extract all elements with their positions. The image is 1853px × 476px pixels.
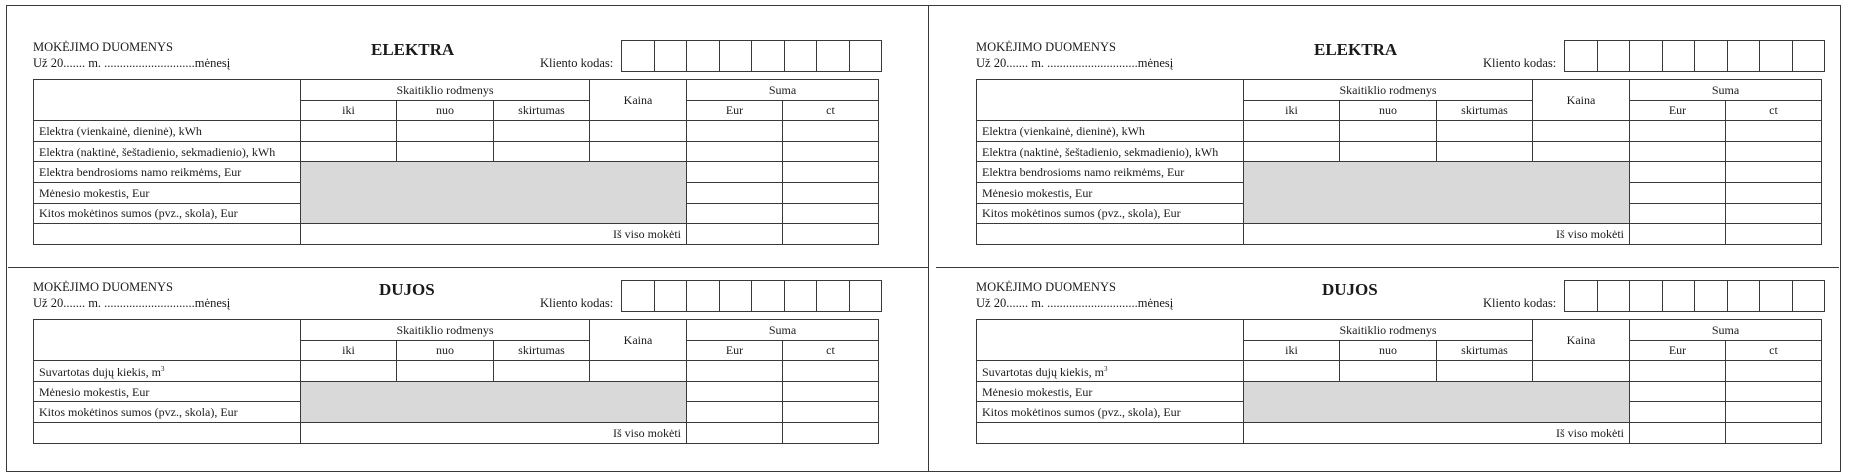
client-code-box[interactable] bbox=[1598, 40, 1631, 72]
client-code-box[interactable] bbox=[850, 40, 883, 72]
client-code-box[interactable] bbox=[752, 40, 785, 72]
input-cell[interactable] bbox=[494, 141, 590, 162]
input-cell[interactable] bbox=[783, 422, 879, 443]
input-cell[interactable] bbox=[1726, 203, 1822, 224]
period-line: Už 20....... m. .............................mėnesį bbox=[33, 296, 231, 310]
total-label: Iš viso mokėti bbox=[1244, 224, 1630, 245]
shaded-block bbox=[1244, 381, 1630, 422]
input-cell[interactable] bbox=[1726, 121, 1822, 142]
section-title: ELEKTRA bbox=[371, 40, 455, 59]
client-code-box[interactable] bbox=[1663, 40, 1696, 72]
input-cell[interactable] bbox=[1726, 381, 1822, 402]
total-row-empty bbox=[34, 224, 301, 245]
sum-header: Suma bbox=[687, 320, 879, 341]
input-cell[interactable] bbox=[1726, 422, 1822, 443]
input-cell[interactable] bbox=[1533, 361, 1630, 382]
client-code-boxes bbox=[1564, 280, 1825, 312]
client-code-box[interactable] bbox=[1760, 280, 1793, 312]
col-difference-header: skirtumas bbox=[1437, 100, 1533, 121]
input-cell[interactable] bbox=[1340, 141, 1437, 162]
client-code-box[interactable] bbox=[1695, 40, 1728, 72]
client-code-box[interactable] bbox=[785, 40, 818, 72]
input-cell[interactable] bbox=[1630, 361, 1726, 382]
col-eur-header: Eur bbox=[687, 340, 783, 361]
row-label: Kitos mokėtinos sumos (pvz., skola), Eur bbox=[977, 402, 1244, 423]
meter-readings-header: Skaitiklio rodmenys bbox=[301, 80, 590, 101]
client-code-label: Kliento kodas: bbox=[1483, 296, 1557, 310]
col-difference-header: skirtumas bbox=[1437, 340, 1533, 361]
input-cell[interactable] bbox=[783, 121, 879, 142]
row-label: Elektra (vienkainė, dieninė), kWh bbox=[977, 121, 1244, 142]
client-code-label: Kliento kodas: bbox=[1483, 56, 1557, 70]
input-cell[interactable] bbox=[1630, 402, 1726, 423]
row-label: Elektra bendrosioms namo reikmėms, Eur bbox=[977, 162, 1244, 183]
input-cell[interactable] bbox=[783, 224, 879, 245]
client-code-box[interactable] bbox=[1793, 280, 1826, 312]
payment-data-label: MOKĖJIMO DUOMENYS bbox=[33, 280, 173, 294]
input-cell[interactable] bbox=[1726, 141, 1822, 162]
section-title: DUJOS bbox=[1322, 280, 1378, 299]
section-title: ELEKTRA bbox=[1314, 40, 1398, 59]
col-to-header: iki bbox=[1244, 340, 1340, 361]
input-cell[interactable] bbox=[1533, 141, 1630, 162]
elektra-table bbox=[976, 79, 1822, 245]
client-code-box[interactable] bbox=[1760, 40, 1793, 72]
col-to-header: iki bbox=[301, 100, 397, 121]
input-cell[interactable] bbox=[1726, 361, 1822, 382]
shaded-block bbox=[1244, 162, 1630, 224]
row-label-header-cell bbox=[34, 80, 301, 121]
input-cell[interactable] bbox=[301, 361, 397, 382]
input-cell[interactable] bbox=[1340, 361, 1437, 382]
col-from-header: nuo bbox=[1340, 100, 1437, 121]
input-cell[interactable] bbox=[687, 224, 783, 245]
input-cell[interactable] bbox=[687, 361, 783, 382]
col-to-header: iki bbox=[1244, 100, 1340, 121]
input-cell[interactable] bbox=[783, 381, 879, 402]
dujos-table bbox=[976, 319, 1822, 444]
client-code-box[interactable] bbox=[720, 40, 753, 72]
client-code-box[interactable] bbox=[752, 280, 785, 312]
input-cell[interactable] bbox=[590, 121, 687, 142]
client-code-box[interactable] bbox=[720, 280, 753, 312]
input-cell[interactable] bbox=[1437, 361, 1533, 382]
total-label: Iš viso mokėti bbox=[1244, 422, 1630, 443]
col-to-header: iki bbox=[301, 340, 397, 361]
payment-data-label: MOKĖJIMO DUOMENYS bbox=[976, 280, 1116, 294]
client-code-box[interactable] bbox=[1565, 40, 1598, 72]
input-cell[interactable] bbox=[1244, 121, 1340, 142]
col-from-header: nuo bbox=[1340, 340, 1437, 361]
input-cell[interactable] bbox=[687, 203, 783, 224]
client-code-box[interactable] bbox=[1630, 280, 1663, 312]
input-cell[interactable] bbox=[1630, 182, 1726, 203]
price-header: Kaina bbox=[590, 80, 687, 121]
row-label: Kitos mokėtinos sumos (pvz., skola), Eur bbox=[977, 203, 1244, 224]
input-cell[interactable] bbox=[783, 402, 879, 423]
gas-unit-superscript: 3 bbox=[1104, 365, 1108, 374]
total-row-empty bbox=[977, 224, 1244, 245]
gas-unit-superscript: 3 bbox=[161, 365, 165, 374]
input-cell[interactable] bbox=[687, 422, 783, 443]
price-header: Kaina bbox=[1533, 320, 1630, 361]
input-cell[interactable] bbox=[1630, 121, 1726, 142]
input-cell[interactable] bbox=[783, 141, 879, 162]
client-code-box[interactable] bbox=[1728, 40, 1761, 72]
period-line: Už 20....... m. .............................mėnesį bbox=[976, 296, 1174, 310]
input-cell[interactable] bbox=[1340, 121, 1437, 142]
period-line: Už 20....... m. .............................mėnesį bbox=[33, 56, 231, 70]
col-difference-header: skirtumas bbox=[494, 100, 590, 121]
client-code-box[interactable] bbox=[785, 280, 818, 312]
input-cell[interactable] bbox=[1726, 224, 1822, 245]
col-ct-header: ct bbox=[783, 100, 879, 121]
total-label: Iš viso mokėti bbox=[301, 422, 687, 443]
row-label: Mėnesio mokestis, Eur bbox=[977, 381, 1244, 402]
client-code-box[interactable] bbox=[817, 280, 850, 312]
row-label: Kitos mokėtinos sumos (pvz., skola), Eur bbox=[34, 203, 301, 224]
input-cell[interactable] bbox=[1630, 141, 1726, 162]
client-code-box[interactable] bbox=[817, 40, 850, 72]
col-from-header: nuo bbox=[397, 100, 494, 121]
client-code-box[interactable] bbox=[655, 280, 688, 312]
total-row-empty bbox=[977, 422, 1244, 443]
section-divider-left bbox=[8, 267, 928, 268]
input-cell[interactable] bbox=[783, 203, 879, 224]
payment-data-label: MOKĖJIMO DUOMENYS bbox=[33, 40, 173, 54]
client-code-box[interactable] bbox=[622, 280, 655, 312]
price-header: Kaina bbox=[590, 320, 687, 361]
client-code-box[interactable] bbox=[850, 280, 883, 312]
row-label: Mėnesio mokestis, Eur bbox=[34, 182, 301, 203]
input-cell[interactable] bbox=[590, 141, 687, 162]
input-cell[interactable] bbox=[1630, 162, 1726, 183]
shaded-block bbox=[301, 162, 687, 224]
client-code-boxes bbox=[1564, 40, 1825, 72]
client-code-boxes bbox=[621, 40, 882, 72]
client-code-box[interactable] bbox=[1663, 280, 1696, 312]
client-code-box[interactable] bbox=[1695, 280, 1728, 312]
input-cell[interactable] bbox=[397, 121, 494, 142]
input-cell[interactable] bbox=[1630, 224, 1726, 245]
input-cell[interactable] bbox=[687, 381, 783, 402]
client-code-box[interactable] bbox=[1793, 40, 1826, 72]
input-cell[interactable] bbox=[1244, 361, 1340, 382]
col-ct-header: ct bbox=[1726, 100, 1822, 121]
sum-header: Suma bbox=[1630, 80, 1822, 101]
gas-row-text: Suvartotas dujų kiekis, m bbox=[39, 365, 161, 380]
input-cell[interactable] bbox=[783, 162, 879, 183]
input-cell[interactable] bbox=[1437, 141, 1533, 162]
input-cell[interactable] bbox=[687, 402, 783, 423]
client-code-box[interactable] bbox=[687, 280, 720, 312]
input-cell[interactable] bbox=[1630, 381, 1726, 402]
client-code-label: Kliento kodas: bbox=[540, 296, 614, 310]
meter-readings-header: Skaitiklio rodmenys bbox=[301, 320, 590, 341]
col-from-header: nuo bbox=[397, 340, 494, 361]
row-label: Mėnesio mokestis, Eur bbox=[977, 182, 1244, 203]
row-label: Kitos mokėtinos sumos (pvz., skola), Eur bbox=[34, 402, 301, 423]
input-cell[interactable] bbox=[494, 121, 590, 142]
client-code-box[interactable] bbox=[1565, 280, 1598, 312]
input-cell[interactable] bbox=[687, 162, 783, 183]
client-code-label: Kliento kodas: bbox=[540, 56, 614, 70]
col-eur-header: Eur bbox=[1630, 340, 1726, 361]
input-cell[interactable] bbox=[783, 361, 879, 382]
input-cell[interactable] bbox=[301, 121, 397, 142]
input-cell[interactable] bbox=[301, 141, 397, 162]
input-cell[interactable] bbox=[687, 121, 783, 142]
input-cell[interactable] bbox=[1726, 162, 1822, 183]
input-cell[interactable] bbox=[687, 182, 783, 203]
section-divider-right bbox=[936, 267, 1839, 268]
row-label-header-cell bbox=[977, 80, 1244, 121]
dujos-table bbox=[33, 319, 879, 444]
row-label-header-cell bbox=[977, 320, 1244, 361]
client-code-box[interactable] bbox=[622, 40, 655, 72]
col-eur-header: Eur bbox=[687, 100, 783, 121]
input-cell[interactable] bbox=[494, 361, 590, 382]
gas-row-text: Suvartotas dujų kiekis, m bbox=[982, 365, 1104, 380]
input-cell[interactable] bbox=[783, 182, 879, 203]
row-label-header-cell bbox=[34, 320, 301, 361]
input-cell[interactable] bbox=[590, 361, 687, 382]
row-label bbox=[34, 361, 301, 382]
input-cell[interactable] bbox=[1726, 402, 1822, 423]
row-label: Elektra (naktinė, šeštadienio, sekmadienio), kWh bbox=[977, 141, 1244, 162]
payment-data-label: MOKĖJIMO DUOMENYS bbox=[976, 40, 1116, 54]
client-code-box[interactable] bbox=[1728, 280, 1761, 312]
row-label: Mėnesio mokestis, Eur bbox=[34, 381, 301, 402]
input-cell[interactable] bbox=[1437, 121, 1533, 142]
input-cell[interactable] bbox=[1630, 203, 1726, 224]
half-divider bbox=[928, 5, 929, 472]
row-label: Elektra (vienkainė, dieninė), kWh bbox=[34, 121, 301, 142]
input-cell[interactable] bbox=[1533, 121, 1630, 142]
row-label: Elektra bendrosioms namo reikmėms, Eur bbox=[34, 162, 301, 183]
input-cell[interactable] bbox=[397, 361, 494, 382]
total-label: Iš viso mokėti bbox=[301, 224, 687, 245]
row-label bbox=[977, 361, 1244, 382]
sum-header: Suma bbox=[1630, 320, 1822, 341]
col-eur-header: Eur bbox=[1630, 100, 1726, 121]
section-title: DUJOS bbox=[379, 280, 435, 299]
meter-readings-header: Skaitiklio rodmenys bbox=[1244, 80, 1533, 101]
price-header: Kaina bbox=[1533, 80, 1630, 121]
input-cell[interactable] bbox=[687, 141, 783, 162]
sum-header: Suma bbox=[687, 80, 879, 101]
input-cell[interactable] bbox=[1726, 182, 1822, 203]
client-code-boxes bbox=[621, 280, 882, 312]
meter-readings-header: Skaitiklio rodmenys bbox=[1244, 320, 1533, 341]
col-ct-header: ct bbox=[783, 340, 879, 361]
elektra-table bbox=[33, 79, 879, 245]
client-code-box[interactable] bbox=[655, 40, 688, 72]
col-ct-header: ct bbox=[1726, 340, 1822, 361]
client-code-box[interactable] bbox=[1598, 280, 1631, 312]
input-cell[interactable] bbox=[1244, 141, 1340, 162]
client-code-box[interactable] bbox=[1630, 40, 1663, 72]
input-cell[interactable] bbox=[1630, 422, 1726, 443]
row-label: Elektra (naktinė, šeštadienio, sekmadienio), kWh bbox=[34, 141, 301, 162]
total-row-empty bbox=[34, 422, 301, 443]
shaded-block bbox=[301, 381, 687, 422]
client-code-box[interactable] bbox=[687, 40, 720, 72]
col-difference-header: skirtumas bbox=[494, 340, 590, 361]
input-cell[interactable] bbox=[397, 141, 494, 162]
period-line: Už 20....... m. .............................mėnesį bbox=[976, 56, 1174, 70]
